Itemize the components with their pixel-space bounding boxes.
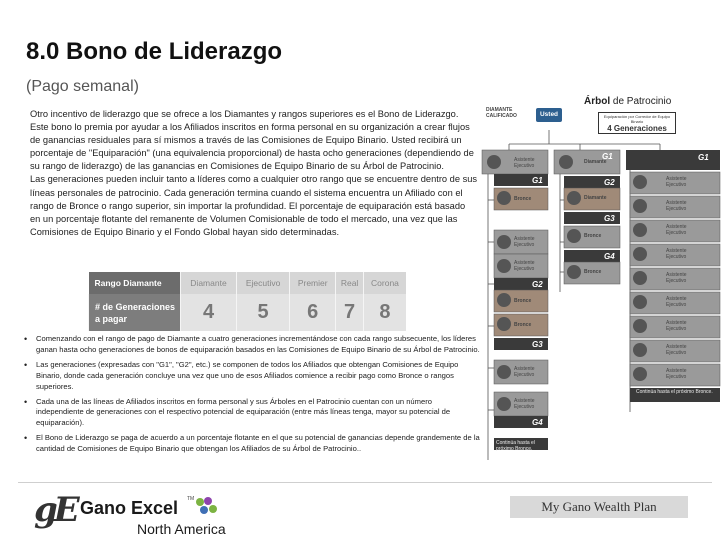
table-value-diamante: 4	[181, 294, 237, 331]
page-subtitle: (Pago semanal)	[26, 78, 139, 95]
node-asistente-r5: Asistente Ejecutivo	[666, 272, 687, 284]
table-col-premier: Premier	[290, 272, 336, 294]
g3-label-left: G3	[532, 340, 543, 349]
logo-subtitle: North America	[137, 521, 226, 537]
usted-node: Usted	[536, 108, 562, 122]
node-bronce-5: Bronce	[514, 322, 532, 328]
g1-label-right: G1	[698, 153, 709, 162]
diagram-title-bold: Árbol	[584, 96, 611, 107]
bullet-item-3: • Cada una de las líneas de Afiliados inscritos en forma personal y sus Árboles en el Patrocinio cuentan con un número independiente de generaciones con el respectivo potencial de equiparación (entre más líneas tenga, mayor su potencial de equiparación).	[22, 397, 480, 430]
node-diamante-2: Diamante	[584, 195, 607, 201]
node-asistente-r4: Asistente Ejecutivo	[666, 248, 687, 260]
bullet-item-1: • Comenzando con el rango de pago de Diamante a cuatro generaciones incrementándose con cada rango subsecuente, los líderes ganan hasta ocho generaciones de bonos de equiparación basados en las Comisiones de Equipo Binario de su Árbol de Patrocinio.	[22, 334, 480, 356]
node-bronce-4: Bronce	[514, 298, 532, 304]
table-value-premier: 6	[290, 294, 336, 331]
g4-label-left: G4	[532, 418, 543, 427]
diagram-title	[584, 96, 671, 107]
footer-divider	[18, 482, 712, 483]
bullet-item-2: • Las generaciones (expresadas con "G1", "G2", etc.) se componen de todos los Afiliados que obtengan Comisiones de Equipo Binario, donde cada generación concluye una vez que uno de esos Afiliados comience a recibir pago como Bronce o rangos superiores.	[22, 360, 480, 393]
generations-table	[88, 272, 406, 331]
generations-box-caption: Equiparación por Corredor de Equipo Binario	[603, 114, 671, 124]
table-value-corona: 8	[363, 294, 406, 331]
node-asistente-2: Asistente Ejecutivo	[514, 236, 535, 248]
tree-graphic	[480, 92, 724, 478]
table-col-ejecutivo: Ejecutivo	[237, 272, 290, 294]
g3-label-middle: G3	[604, 214, 615, 223]
node-asistente-1: Asistente Ejecutivo	[514, 157, 535, 169]
bullet-item-4: • El Bono de Liderazgo se paga de acuerdo a un porcentaje flotante en el que su potencial de ganancias depende grandemente de la cantidad de Comisiones de Equipo Binario que obtengan los Afiliados de su Árbol de Patrocinio..	[22, 433, 480, 455]
g1-label-left: G1	[532, 176, 543, 185]
table-value-ejecutivo: 5	[237, 294, 290, 331]
gano-excel-logo	[34, 490, 234, 538]
table-rank-header: Rango Diamante	[89, 272, 181, 294]
g1-label-middle: G1	[602, 152, 613, 161]
bullet-list	[22, 334, 480, 459]
intro-paragraph-2: Las generaciones pueden incluir tanto a líderes como a cualquier otro rango que se encuentre dentro de sus líneas personales de patrocinio. Cada generación termina cuando el sistema encuentra un Afiliado con el rango de Bronce o rango superior, sin importar la profundidad. El porcentaje de equiparación está basado en un porcentaje flotante del remanente de Volumen Comisionable de todo el mercado, una vez que las Comisiones de Equipo Binario y el Fondo Global hayan sido determinadas.	[30, 174, 478, 237]
logo-name: Gano Excel	[80, 498, 179, 518]
g4-label-middle: G4	[604, 252, 615, 261]
logo-monogram: gE	[34, 490, 76, 530]
node-asistente-3: Asistente Ejecutivo	[514, 260, 535, 272]
node-bronce-3: Bronce	[584, 269, 602, 275]
node-asistente-4: Asistente Ejecutivo	[514, 366, 535, 378]
node-bronce-2: Bronce	[584, 233, 602, 239]
node-bronce-1: Bronce	[514, 196, 532, 202]
sponsorship-tree-diagram	[480, 92, 724, 478]
page-title: 8.0 Bono de Liderazgo	[26, 38, 283, 65]
node-asistente-r1: Asistente Ejecutivo	[666, 176, 687, 188]
node-asistente-r6: Asistente Ejecutivo	[666, 296, 687, 308]
continua-right: Continúa hasta el próximo Bronce.	[636, 389, 713, 395]
diamante-calificado-label: DIAMANTE CALIFICADO	[486, 107, 517, 119]
generations-box	[598, 112, 676, 134]
g2-label-left: G2	[532, 280, 543, 289]
node-asistente-r7: Asistente Ejecutivo	[666, 320, 687, 332]
table-col-diamante: Diamante	[181, 272, 237, 294]
table-value-row	[89, 294, 407, 331]
table-col-corona: Corona	[363, 272, 406, 294]
plan-label: My Gano Wealth Plan	[510, 496, 688, 518]
table-generations-header: # de Generaciones a pagar	[89, 294, 181, 331]
generations-box-title: 4 Generaciones	[607, 124, 667, 133]
node-asistente-r2: Asistente Ejecutivo	[666, 200, 687, 212]
intro-text	[30, 108, 478, 239]
logo-trademark: TM	[187, 496, 195, 502]
node-asistente-r9: Asistente Ejecutivo	[666, 368, 687, 380]
node-asistente-r3: Asistente Ejecutivo	[666, 224, 687, 236]
logo-flower-icon	[194, 496, 220, 518]
continua-left: Continúa hasta el próximo Bronce.	[496, 440, 535, 452]
table-value-real: 7	[336, 294, 364, 331]
diagram-title-rest: de Patrocinio	[610, 96, 672, 107]
node-asistente-r8: Asistente Ejecutivo	[666, 344, 687, 356]
node-asistente-5: Asistente Ejecutivo	[514, 398, 535, 410]
node-diamante-1: Diamante	[584, 159, 607, 165]
g2-label-middle: G2	[604, 178, 615, 187]
table-header-row	[89, 272, 407, 294]
intro-paragraph-1: Otro incentivo de liderazgo que se ofrece a los Diamantes y rangos superiores es el Bono de Liderazgo. Este bono lo premia por ayudar a los Afiliados inscritos en forma personal en su organización a crear flujos de ganancias residuales para sí mismos a través de las Comisiones de Equipo Binario. Usted recibirá un porcentaje de "Equiparación" (una equivalencia proporcional) de hasta ocho generaciones (dependiendo de su rango de liderazgo) de las ganancias en Comisiones de Equipo Binario de su Árbol de Patrocinio.	[30, 109, 474, 172]
table-col-real: Real	[336, 272, 364, 294]
